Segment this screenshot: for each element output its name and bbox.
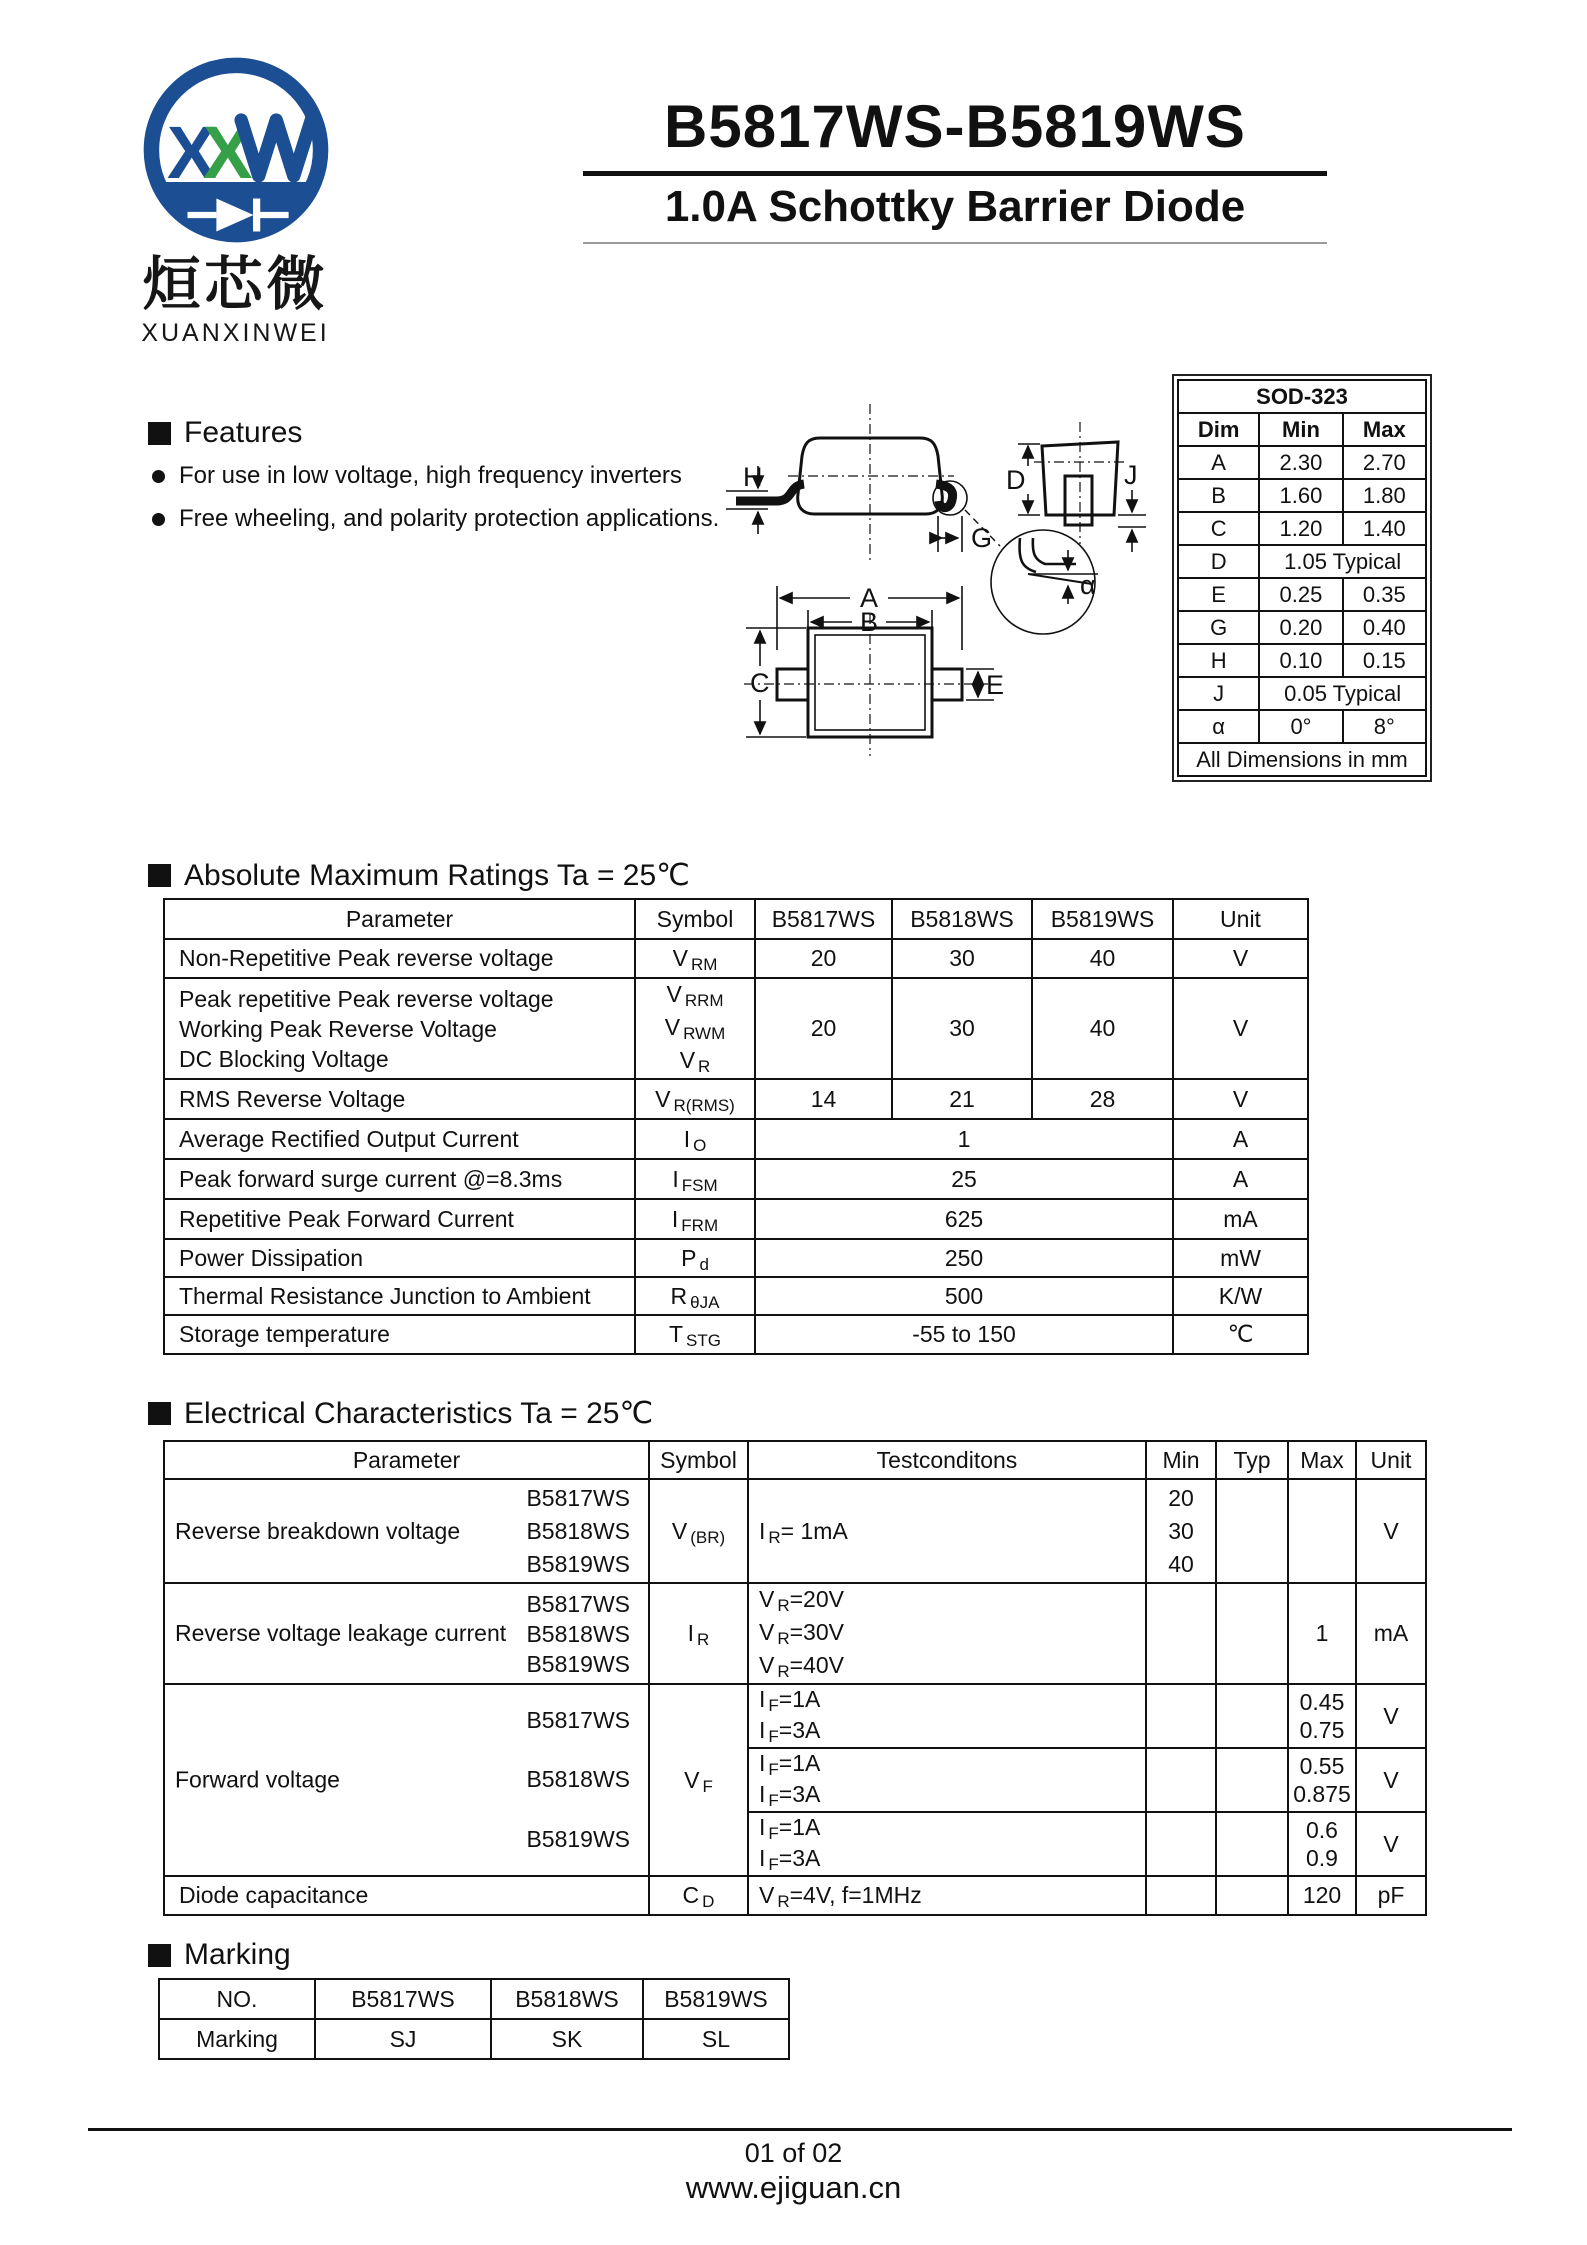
bullet-icon — [152, 513, 165, 526]
table-row: Repetitive Peak Forward Current I $_{FRM}$ 625 mA — [164, 1199, 1308, 1239]
col-header: Parameter — [164, 899, 635, 939]
dim-label-j: J — [1124, 460, 1138, 490]
electrical-table — [163, 1440, 1427, 1916]
elec-header-row — [164, 1441, 1426, 1479]
table-row: Non-Repetitive Peak reverse voltage V $_{RM}$ 20 30 40 V — [164, 939, 1308, 978]
dim-row: A 2.30 2.70 — [1178, 446, 1426, 479]
section-square-icon — [148, 1402, 171, 1425]
dim-row: α 0° 8° — [1178, 710, 1426, 743]
col-header: B5819WS — [1032, 899, 1173, 939]
dim-row: H 0.10 0.15 — [1178, 644, 1426, 677]
section-square-icon — [148, 864, 171, 887]
feature-text: For use in low voltage, high frequency inverters — [179, 462, 682, 489]
logo-circle-icon — [138, 52, 334, 248]
dim-table-footer-row — [1178, 743, 1426, 776]
feature-text: Free wheeling, and polarity protection applications. — [179, 505, 720, 532]
section-square-icon — [148, 422, 171, 445]
footer-divider — [88, 2128, 1512, 2131]
col-header: NO. — [159, 1979, 315, 2019]
dim-row: G 0.20 0.40 — [1178, 611, 1426, 644]
table-row: RMS Reverse Voltage V $_{R(RMS)}$ 14 21 28 V — [164, 1079, 1308, 1119]
section-square-icon — [148, 1944, 171, 1967]
part-number-title: B5817WS-B5819WS — [664, 93, 1246, 160]
title-underline — [583, 171, 1327, 176]
col-header: Min — [1146, 1441, 1216, 1479]
col-header: Min — [1259, 413, 1342, 446]
col-header: B5817WS — [315, 1979, 491, 2019]
col-header: B5818WS — [892, 899, 1032, 939]
table-row: Reverse voltage leakage current B5817WS B5818WS B5819WS I $_R$ V $_R$=20V V $_R$=30V V $_R$=40V 1 mA — [164, 1583, 1426, 1684]
dim-label-d: D — [1006, 465, 1026, 495]
dim-row: D 1.05 Typical — [1178, 545, 1426, 578]
features-heading-label: Features — [184, 416, 303, 449]
table-row: I $_F$=1A I $_F$=3A 0.55 0.875 V — [164, 1748, 1426, 1812]
col-header: Typ — [1216, 1441, 1288, 1479]
package-drawing — [688, 388, 1168, 798]
table-row: I $_F$=1A I $_F$=3A 0.6 0.9 V — [164, 1812, 1426, 1876]
col-header: B5817WS — [755, 899, 892, 939]
product-subtitle: 1.0A Schottky Barrier Diode — [664, 182, 1246, 231]
dim-table-title: SOD-323 — [1178, 380, 1426, 413]
dim-row: J 0.05 Typical — [1178, 677, 1426, 710]
svg-text:X: X — [202, 110, 253, 194]
bullet-icon — [152, 470, 165, 483]
dim-label-e: E — [986, 670, 1005, 700]
table-row: Power Dissipation P $_d$ 250 mW — [164, 1239, 1308, 1277]
marking-heading — [148, 1938, 291, 1972]
col-header: B5819WS — [643, 1979, 789, 2019]
col-header: Dim — [1178, 413, 1259, 446]
dim-row: E 0.25 0.35 — [1178, 578, 1426, 611]
feature-item — [152, 505, 719, 533]
abs-max-heading-label: Absolute Maximum Ratings Ta = 25℃ — [184, 859, 690, 892]
table-row: Peak forward surge current @=8.3ms I $_{FSM}$ 25 A — [164, 1159, 1308, 1199]
feature-item — [152, 462, 682, 490]
dim-label-a: A — [860, 583, 879, 613]
dim-label-c: C — [750, 668, 770, 698]
table-row: Marking SJ SK SL — [159, 2019, 789, 2059]
col-header: Max — [1343, 413, 1426, 446]
marking-table — [158, 1978, 790, 2060]
table-row: Diode capacitance C $_D$ V $_R$=4V, f=1MHz 120 pF — [164, 1876, 1426, 1915]
dim-row: C 1.20 1.40 — [1178, 512, 1426, 545]
title-block — [575, 92, 1335, 244]
table-row: Average Rectified Output Current I $_O$ 1 A — [164, 1119, 1308, 1159]
logo-cn-name: 烜芯微 — [142, 252, 329, 317]
col-header: Parameter — [164, 1441, 649, 1479]
col-header: Max — [1288, 1441, 1356, 1479]
dim-label-h: H — [743, 462, 763, 492]
website-url: www.ejiguan.cn — [685, 2170, 902, 2205]
dim-table-header-row — [1178, 413, 1426, 446]
dim-row: B 1.60 1.80 — [1178, 479, 1426, 512]
table-row: Peak repetitive Peak reverse voltage Working Peak Reverse Voltage DC Blocking Voltage V $_{RRM}$ V $_{RWM}$ V $_R$ 20 30 40 V — [164, 978, 1308, 1079]
dim-label-b: B — [860, 607, 879, 637]
col-header: Unit — [1356, 1441, 1426, 1479]
col-header: Testconditons — [748, 1441, 1146, 1479]
table-row: Storage temperature T $_{STG}$ -55 to 150 ℃ — [164, 1315, 1308, 1354]
abs-header-row — [164, 899, 1308, 939]
features-heading — [148, 416, 302, 450]
dim-label-alpha: α — [1080, 570, 1096, 600]
table-row: Thermal Resistance Junction to Ambient R $_{\theta JA}$ 500 K/W — [164, 1277, 1308, 1315]
svg-text:X: X — [166, 110, 216, 194]
col-header: Unit — [1173, 899, 1308, 939]
abs-max-table — [163, 898, 1309, 1355]
package-dimensions-table — [1172, 374, 1432, 782]
dim-label-g: G — [971, 523, 993, 553]
abs-max-heading — [148, 858, 690, 893]
table-row: Forward voltage B5817WS B5818WS B5819WS V $_F$ I $_F$=1A I $_F$=3A 0.45 0.75 V — [164, 1684, 1426, 1748]
col-header: Symbol — [649, 1441, 748, 1479]
dim-table-footer: All Dimensions in mm — [1178, 743, 1426, 776]
electrical-heading — [148, 1396, 653, 1431]
dim-table-title-row — [1178, 380, 1426, 413]
page-number: 01 of 02 — [744, 2138, 843, 2168]
col-header: Symbol — [635, 899, 755, 939]
marking-heading-label: Marking — [184, 1938, 291, 1971]
table-row: Reverse breakdown voltage B5817WS B5818WS B5819WS V $_{(BR)}$ I $_R$= 1mA 20 30 40 V — [164, 1479, 1426, 1583]
company-logo — [128, 52, 343, 348]
logo-en-name: XUANXINWEI — [141, 319, 330, 347]
col-header: B5818WS — [491, 1979, 643, 2019]
electrical-heading-label: Electrical Characteristics Ta = 25℃ — [184, 1397, 654, 1430]
subtitle-underline — [583, 242, 1327, 244]
marking-header-row — [159, 1979, 789, 2019]
